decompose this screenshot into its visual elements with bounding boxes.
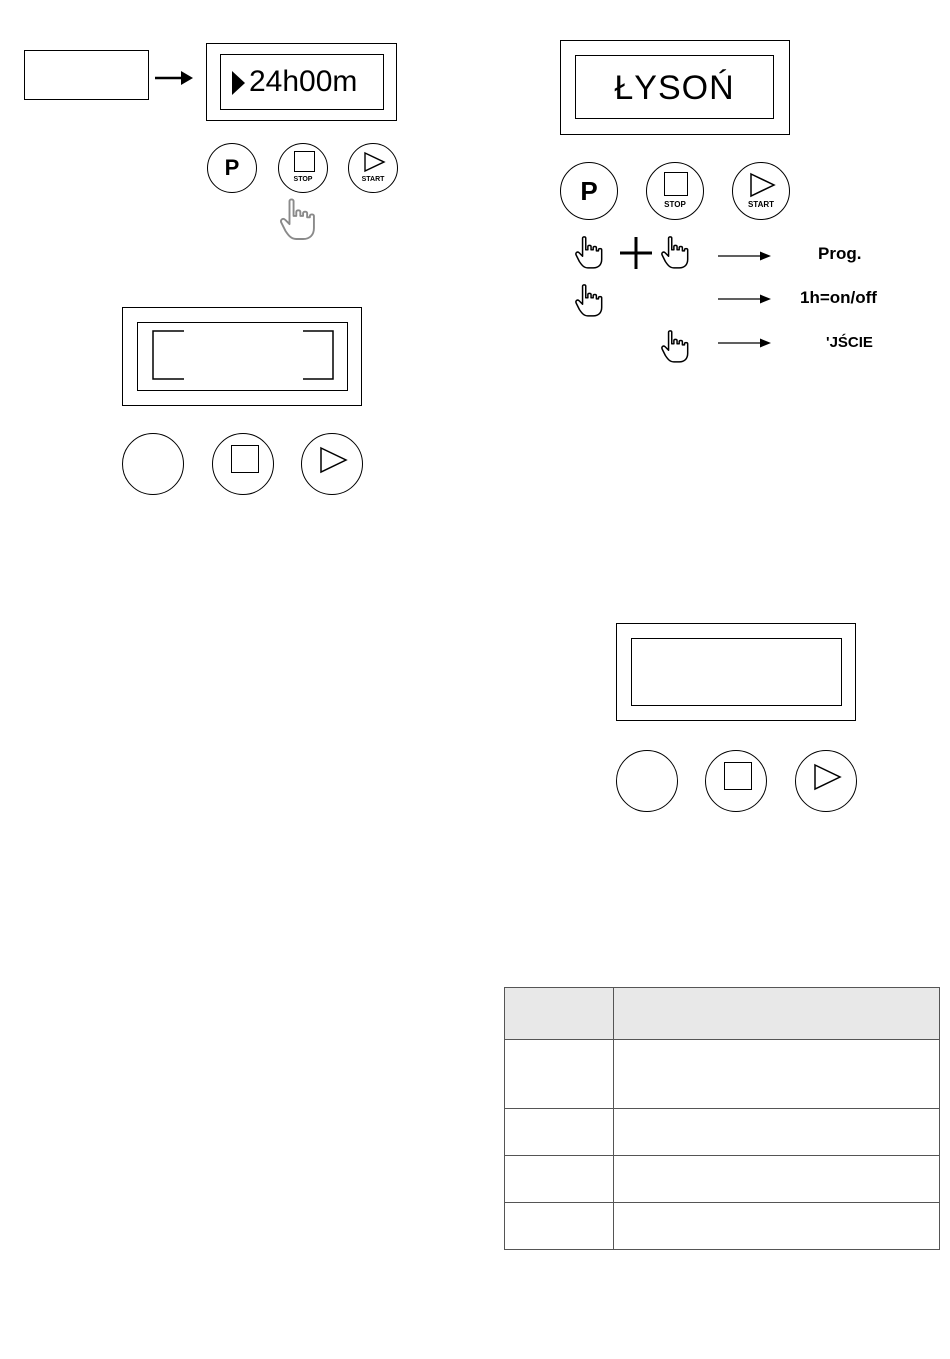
blank-display-left-screen	[137, 322, 348, 391]
display-24h	[206, 43, 397, 121]
blank-start-button-left[interactable]	[301, 433, 363, 495]
blank-button-right-1[interactable]	[616, 750, 678, 812]
right-arrow-icon	[718, 337, 772, 349]
right-arrow-icon	[718, 250, 772, 262]
play-icon	[364, 152, 386, 172]
display-text: ŁYSOŃ	[614, 69, 735, 107]
play-icon	[320, 447, 348, 475]
stop-button[interactable]	[278, 143, 328, 193]
table-header-cell	[505, 988, 614, 1040]
display-screen	[220, 54, 384, 110]
play-indicator-icon	[232, 71, 246, 95]
hand-pointer-icon	[280, 198, 318, 242]
display-brackets	[138, 323, 349, 392]
table-cell	[505, 1203, 614, 1250]
right-arrow-icon	[718, 293, 772, 305]
p-label: P	[224, 155, 240, 180]
info-table	[504, 987, 940, 1250]
blank-display-right	[616, 623, 856, 721]
start-caption: START	[361, 176, 385, 183]
blank-stop-button-right[interactable]	[705, 750, 767, 812]
stop-square-icon	[294, 151, 315, 172]
table-cell	[614, 1203, 940, 1250]
action-label-on-off: 1h=on/off	[800, 288, 877, 307]
stop-square-icon	[664, 172, 688, 196]
table-row	[505, 1040, 940, 1109]
blank-label-box	[24, 50, 149, 100]
stop-caption: STOP	[664, 200, 686, 209]
stop-button[interactable]	[646, 162, 704, 220]
play-icon	[750, 173, 776, 197]
blank-display-left	[122, 307, 362, 406]
p-button[interactable]	[207, 143, 257, 193]
table-cell	[614, 1156, 940, 1203]
hand-pointer-icon	[575, 284, 605, 318]
action-label-exit: 'JŚCIE	[826, 334, 873, 351]
hand-pointer-icon	[661, 330, 691, 364]
p-label: P	[580, 176, 598, 206]
blank-stop-button-left[interactable]	[212, 433, 274, 495]
action-label-prog: Prog.	[818, 244, 862, 263]
p-button[interactable]	[560, 162, 618, 220]
plus-icon	[620, 237, 652, 269]
stop-caption: STOP	[293, 176, 313, 183]
hand-pointer-icon	[661, 236, 691, 270]
start-caption: START	[747, 200, 775, 209]
right-arrow-icon	[155, 68, 195, 88]
start-button[interactable]	[732, 162, 790, 220]
display-text: 24h00m	[249, 65, 358, 98]
table-cell	[505, 1109, 614, 1156]
display-lyson	[560, 40, 790, 135]
table-row	[505, 1156, 940, 1203]
table-cell	[505, 1156, 614, 1203]
hand-pointer-icon	[575, 236, 605, 270]
table-cell	[614, 1040, 940, 1109]
table-cell	[614, 1109, 940, 1156]
start-button[interactable]	[348, 143, 398, 193]
table-cell	[505, 1040, 614, 1109]
stop-square-icon	[231, 445, 259, 473]
blank-button-left-1[interactable]	[122, 433, 184, 495]
stop-square-icon	[724, 762, 752, 790]
play-icon	[814, 764, 842, 792]
table-row	[505, 1203, 940, 1250]
table-header-row	[505, 988, 940, 1040]
table-row	[505, 1109, 940, 1156]
blank-start-button-right[interactable]	[795, 750, 857, 812]
display-screen	[575, 55, 774, 119]
blank-display-right-screen	[631, 638, 842, 706]
table-header-cell	[614, 988, 940, 1040]
